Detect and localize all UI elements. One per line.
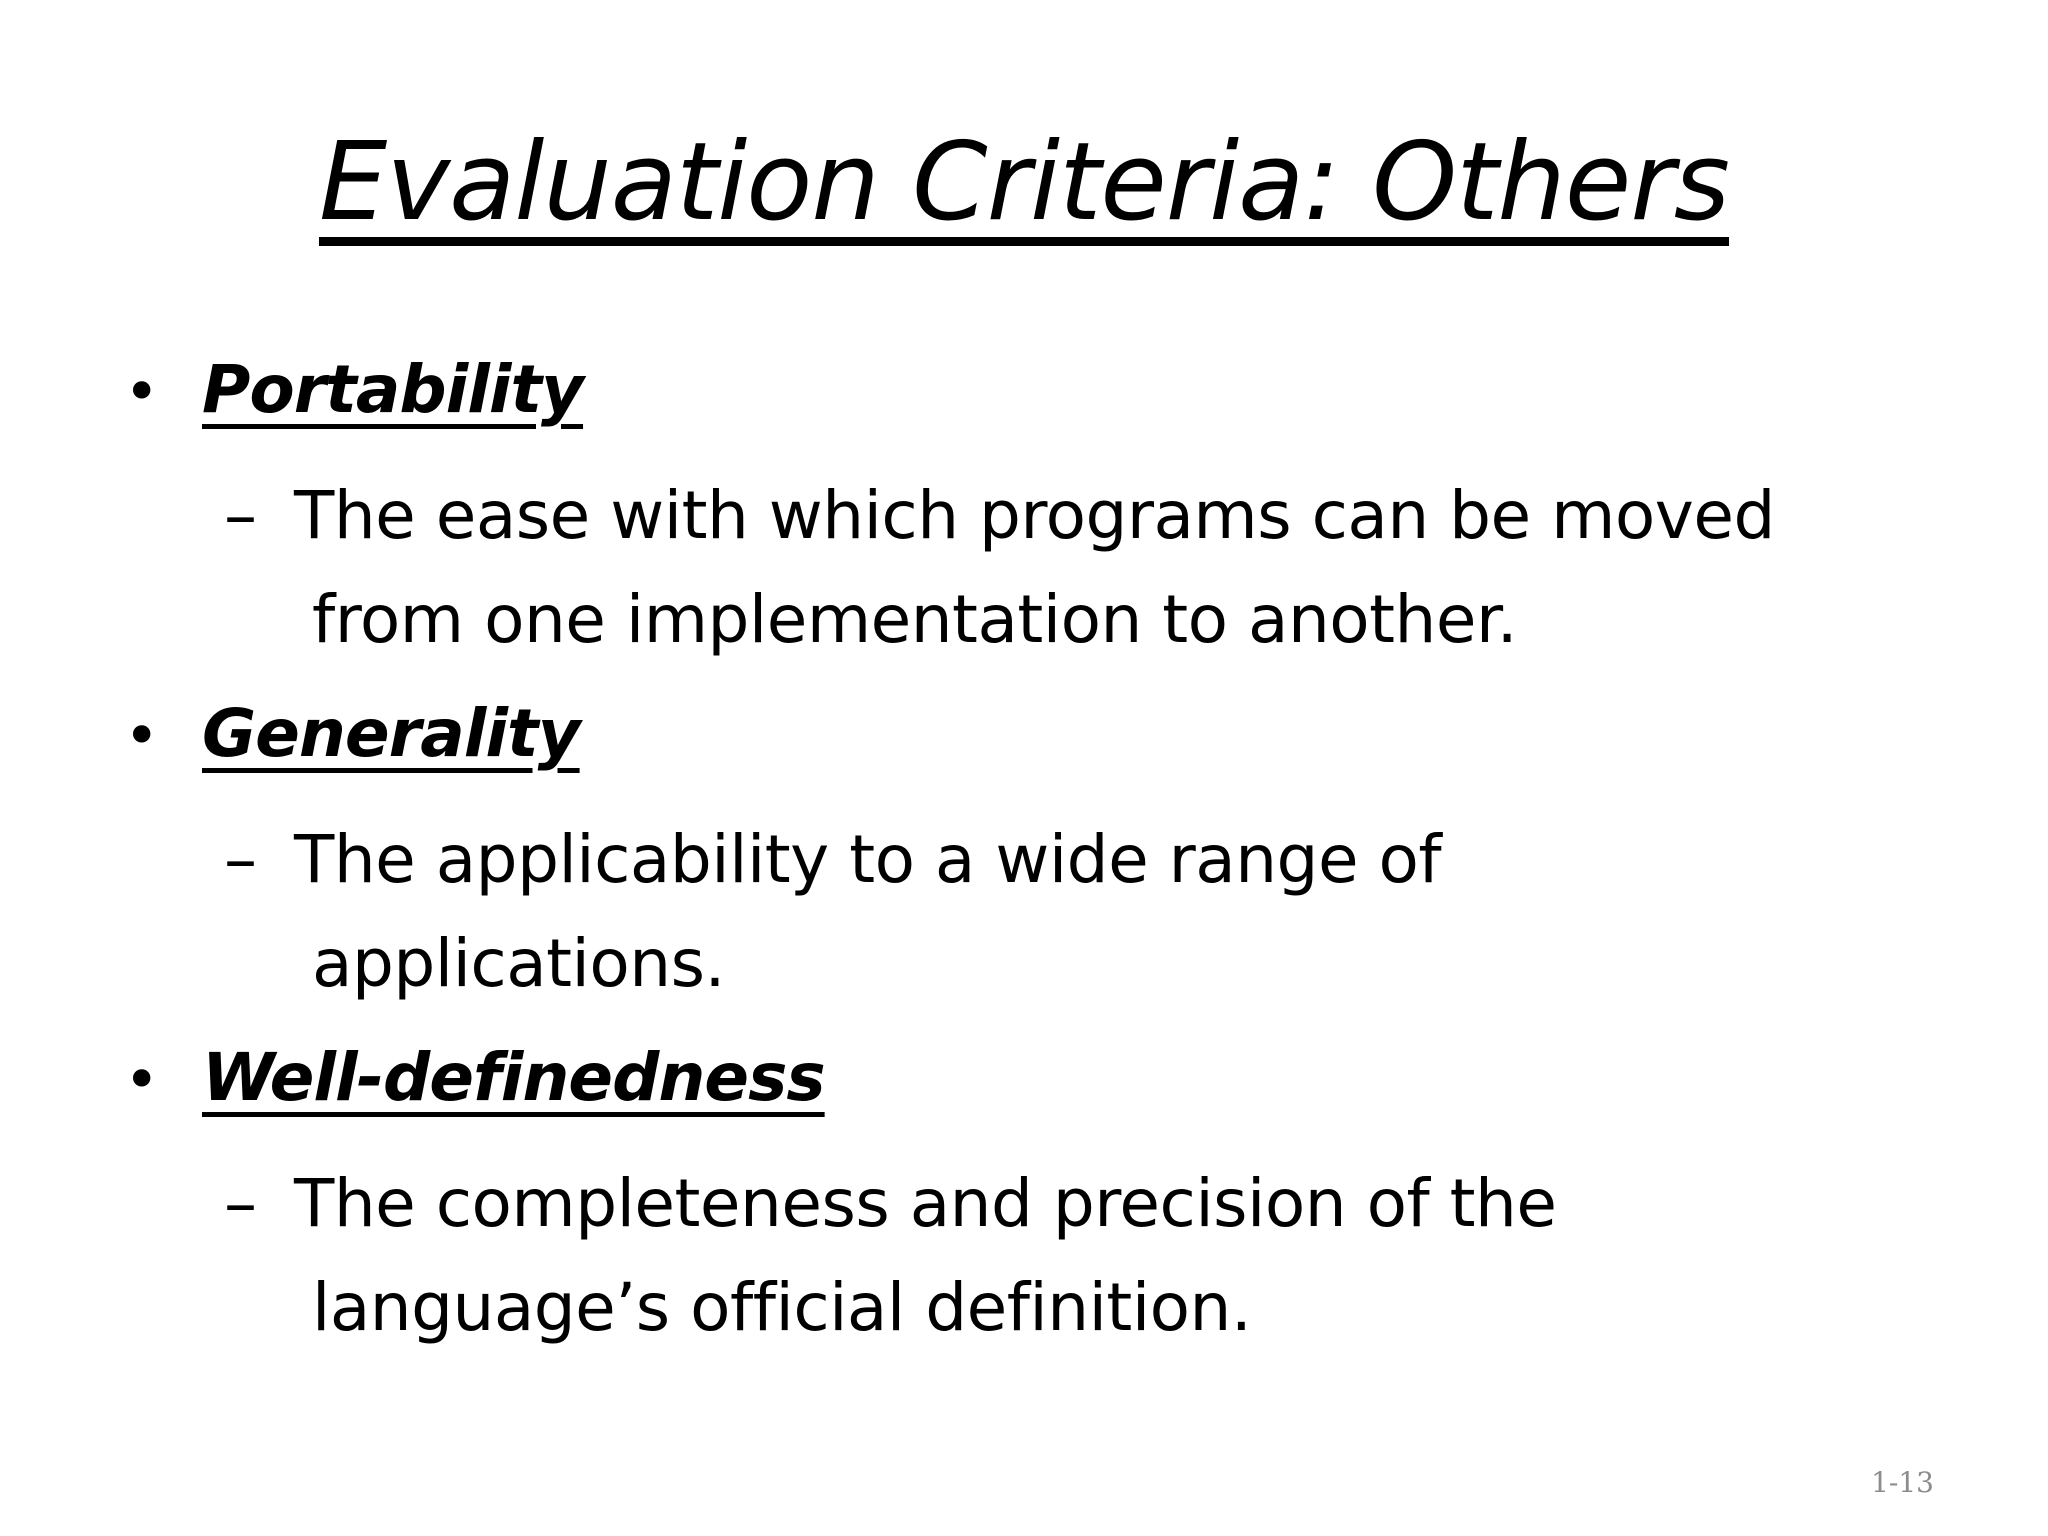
dash-marker: – bbox=[224, 821, 257, 898]
description-line: from one implementation to another. bbox=[312, 581, 1518, 658]
bullet-item-portability bbox=[124, 350, 583, 440]
bullet-heading: Portability bbox=[202, 351, 584, 428]
dash-marker: – bbox=[224, 1165, 257, 1242]
bullet-heading: Well-definedness bbox=[202, 1039, 825, 1116]
bullet-description bbox=[224, 464, 1904, 672]
bullet-heading: Generality bbox=[202, 695, 580, 772]
bullet-item-generality bbox=[124, 694, 580, 784]
bullet-item-well-definedness bbox=[124, 1038, 825, 1128]
description-line: The ease with which programs can be moved bbox=[294, 477, 1775, 554]
description-line: language’s official definition. bbox=[312, 1269, 1252, 1346]
slide-number: 1-13 bbox=[1871, 1466, 1934, 1499]
bullet-description bbox=[224, 1152, 1904, 1360]
description-line: The applicability to a wide range of bbox=[294, 821, 1442, 898]
bullet-dot: • bbox=[124, 1045, 160, 1115]
bullet-description bbox=[224, 808, 1904, 1016]
dash-marker: – bbox=[224, 477, 257, 554]
description-line: applications. bbox=[312, 925, 725, 1002]
description-line: The completeness and precision of the bbox=[294, 1165, 1557, 1242]
bullet-dot: • bbox=[124, 701, 160, 771]
slide-title: Evaluation Criteria: Others bbox=[318, 120, 1729, 245]
bullet-dot: • bbox=[124, 357, 160, 427]
